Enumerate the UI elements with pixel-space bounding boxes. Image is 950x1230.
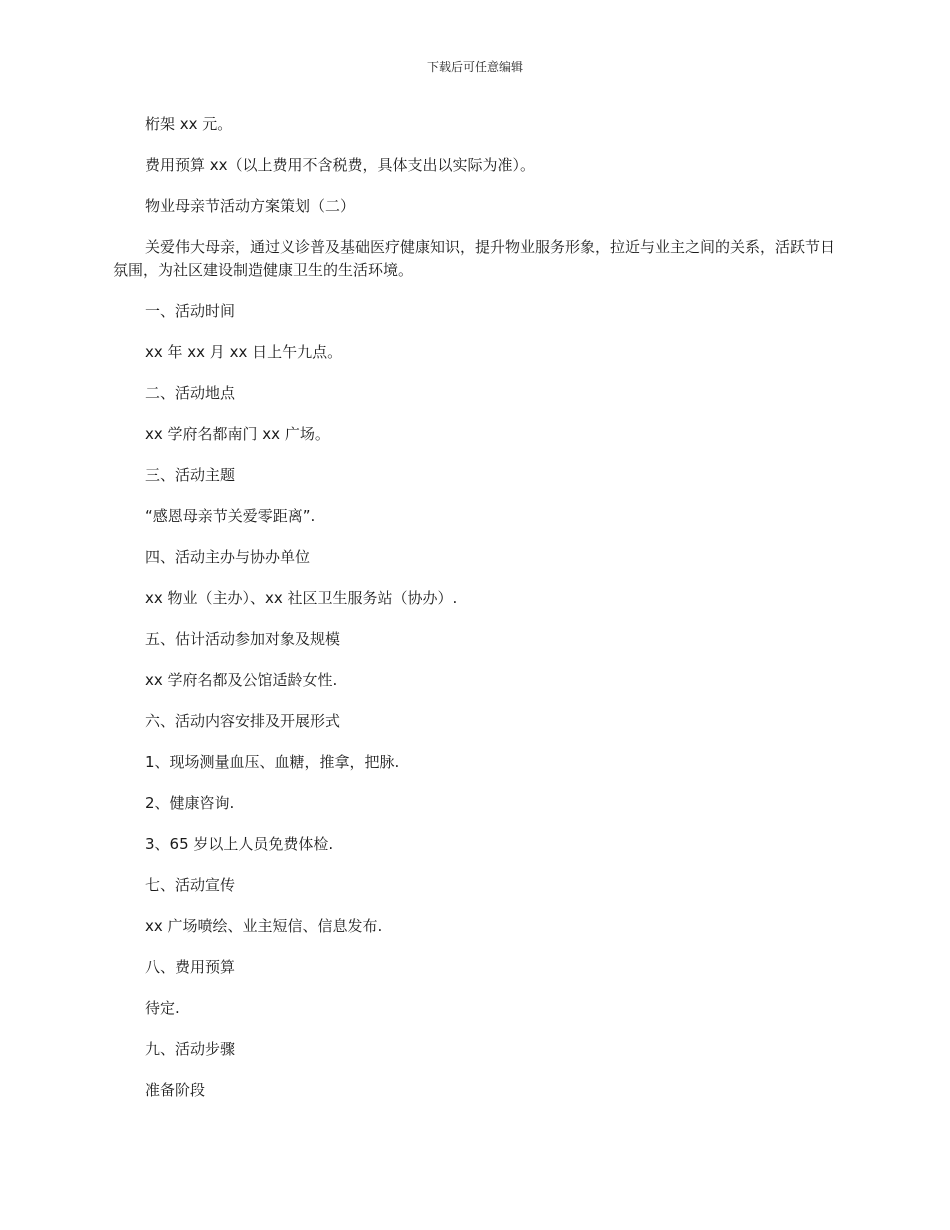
page-header: 下载后可任意编辑: [426, 60, 523, 74]
paragraph-activity-theme: “感恩母亲节关爱零距离”.: [145, 507, 316, 525]
paragraph-participants: xx 学府名都及公馆适龄女性.: [145, 671, 338, 689]
list-item: 1、现场测量血压、血糖，推拿，把脉.: [145, 753, 400, 771]
paragraph-budget: 待定.: [145, 999, 180, 1017]
paragraph-organizers: xx 物业（主办）、xx 社区卫生服务站（协办）.: [145, 589, 458, 607]
heading-publicity: 七、活动宣传: [145, 876, 236, 894]
paragraph-truss-cost: 桁架 xx 元。: [145, 115, 233, 133]
paragraph-preparation-stage: 准备阶段: [145, 1081, 206, 1099]
heading-organizers: 四、活动主办与协办单位: [145, 548, 311, 566]
paragraph-activity-time: xx 年 xx 月 xx 日上午九点。: [145, 343, 343, 361]
heading-activity-theme: 三、活动主题: [145, 466, 236, 484]
section-title: 物业母亲节活动方案策划（二）: [145, 197, 356, 215]
list-item: 2、健康咨询.: [145, 794, 235, 812]
paragraph-budget-note: 费用预算 xx（以上费用不含税费，具体支出以实际为准）。: [145, 156, 536, 174]
heading-activity-location: 二、活动地点: [145, 384, 236, 402]
heading-content-arrangement: 六、活动内容安排及开展形式: [145, 712, 341, 730]
heading-budget: 八、费用预算: [145, 958, 236, 976]
document-body: [113, 113, 843, 1120]
paragraph-intro: 关爱伟大母亲，通过义诊普及基础医疗健康知识，提升物业服务形象，拉近与业主之间的关系，活跃节日氛围，为社区建设制造健康卫生的生活环境。: [113, 238, 836, 279]
list-item: 3、65 岁以上人员免费体检.: [145, 835, 334, 853]
paragraph-publicity: xx 广场喷绘、业主短信、信息发布.: [145, 917, 383, 935]
heading-activity-steps: 九、活动步骤: [145, 1040, 236, 1058]
heading-activity-time: 一、活动时间: [145, 302, 236, 320]
heading-participants: 五、估计活动参加对象及规模: [145, 630, 341, 648]
paragraph-activity-location: xx 学府名都南门 xx 广场。: [145, 425, 330, 443]
